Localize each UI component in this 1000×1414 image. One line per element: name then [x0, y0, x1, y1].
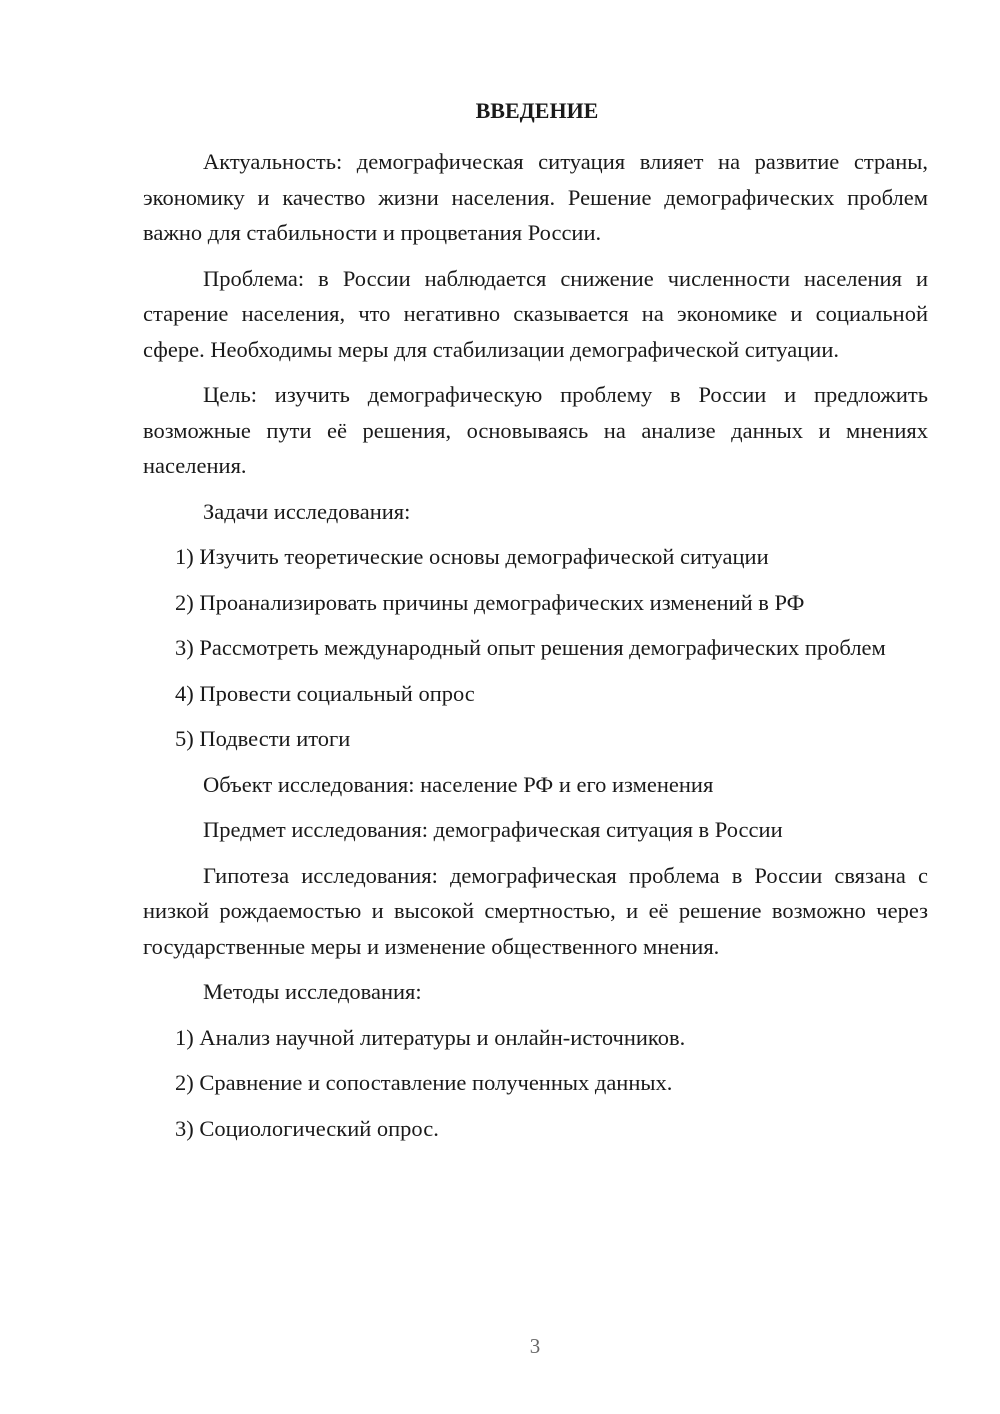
methods-title: Методы исследования:	[203, 979, 422, 1004]
task-item-1: 1) Изучить теоретические основы демографической ситуации	[175, 544, 769, 569]
tasks-title: Задачи исследования:	[203, 498, 411, 524]
method-item-1: 1) Анализ научной литературы и онлайн-источников.	[175, 1024, 686, 1050]
section-heading: ВВЕДЕНИЕ	[475, 98, 599, 123]
task-item-4: 4) Провести социальный опрос	[175, 680, 475, 706]
method-item-3: 3) Социологический опрос.	[175, 1115, 439, 1141]
task-item-2: 2) Проанализировать причины демографических изменений в РФ	[175, 589, 805, 615]
subject-paragraph: Предмет исследования: демографическая ситуация в России	[203, 817, 783, 842]
object-paragraph: Объект исследования: население РФ и его изменения	[203, 771, 714, 797]
task-item-3: 3) Рассмотреть международный опыт решения демографических проблем	[175, 635, 886, 660]
problem-paragraph: Проблема: в России наблюдается снижение численности населения и старение населения, что негативно сказывается на экономике и социальной сфере. Необходимы меры для стабилизации демографической ситуации.	[143, 265, 928, 362]
goal-paragraph: Цель: изучить демографическую проблему в России и предложить возможные пути её решения, основываясь на анализе данных и мнениях населения.	[143, 382, 928, 478]
page-number: 3	[529, 1334, 541, 1358]
method-item-2: 2) Сравнение и сопоставление полученных данных.	[175, 1070, 673, 1095]
hypothesis-paragraph: Гипотеза исследования: демографическая проблема в России связана с низкой рождаемостью и высокой смертностью, и её решение возможно через государственные меры и изменение общественного мнения.	[143, 862, 928, 959]
document-page	[143, 96, 928, 1156]
task-item-5: 5) Подвести итоги	[175, 726, 351, 751]
relevance-paragraph: Актуальность: демографическая ситуация влияет на развитие страны, экономику и качество жизни населения. Решение демографических проблем важно для стабильности и процветания России.	[143, 149, 928, 245]
